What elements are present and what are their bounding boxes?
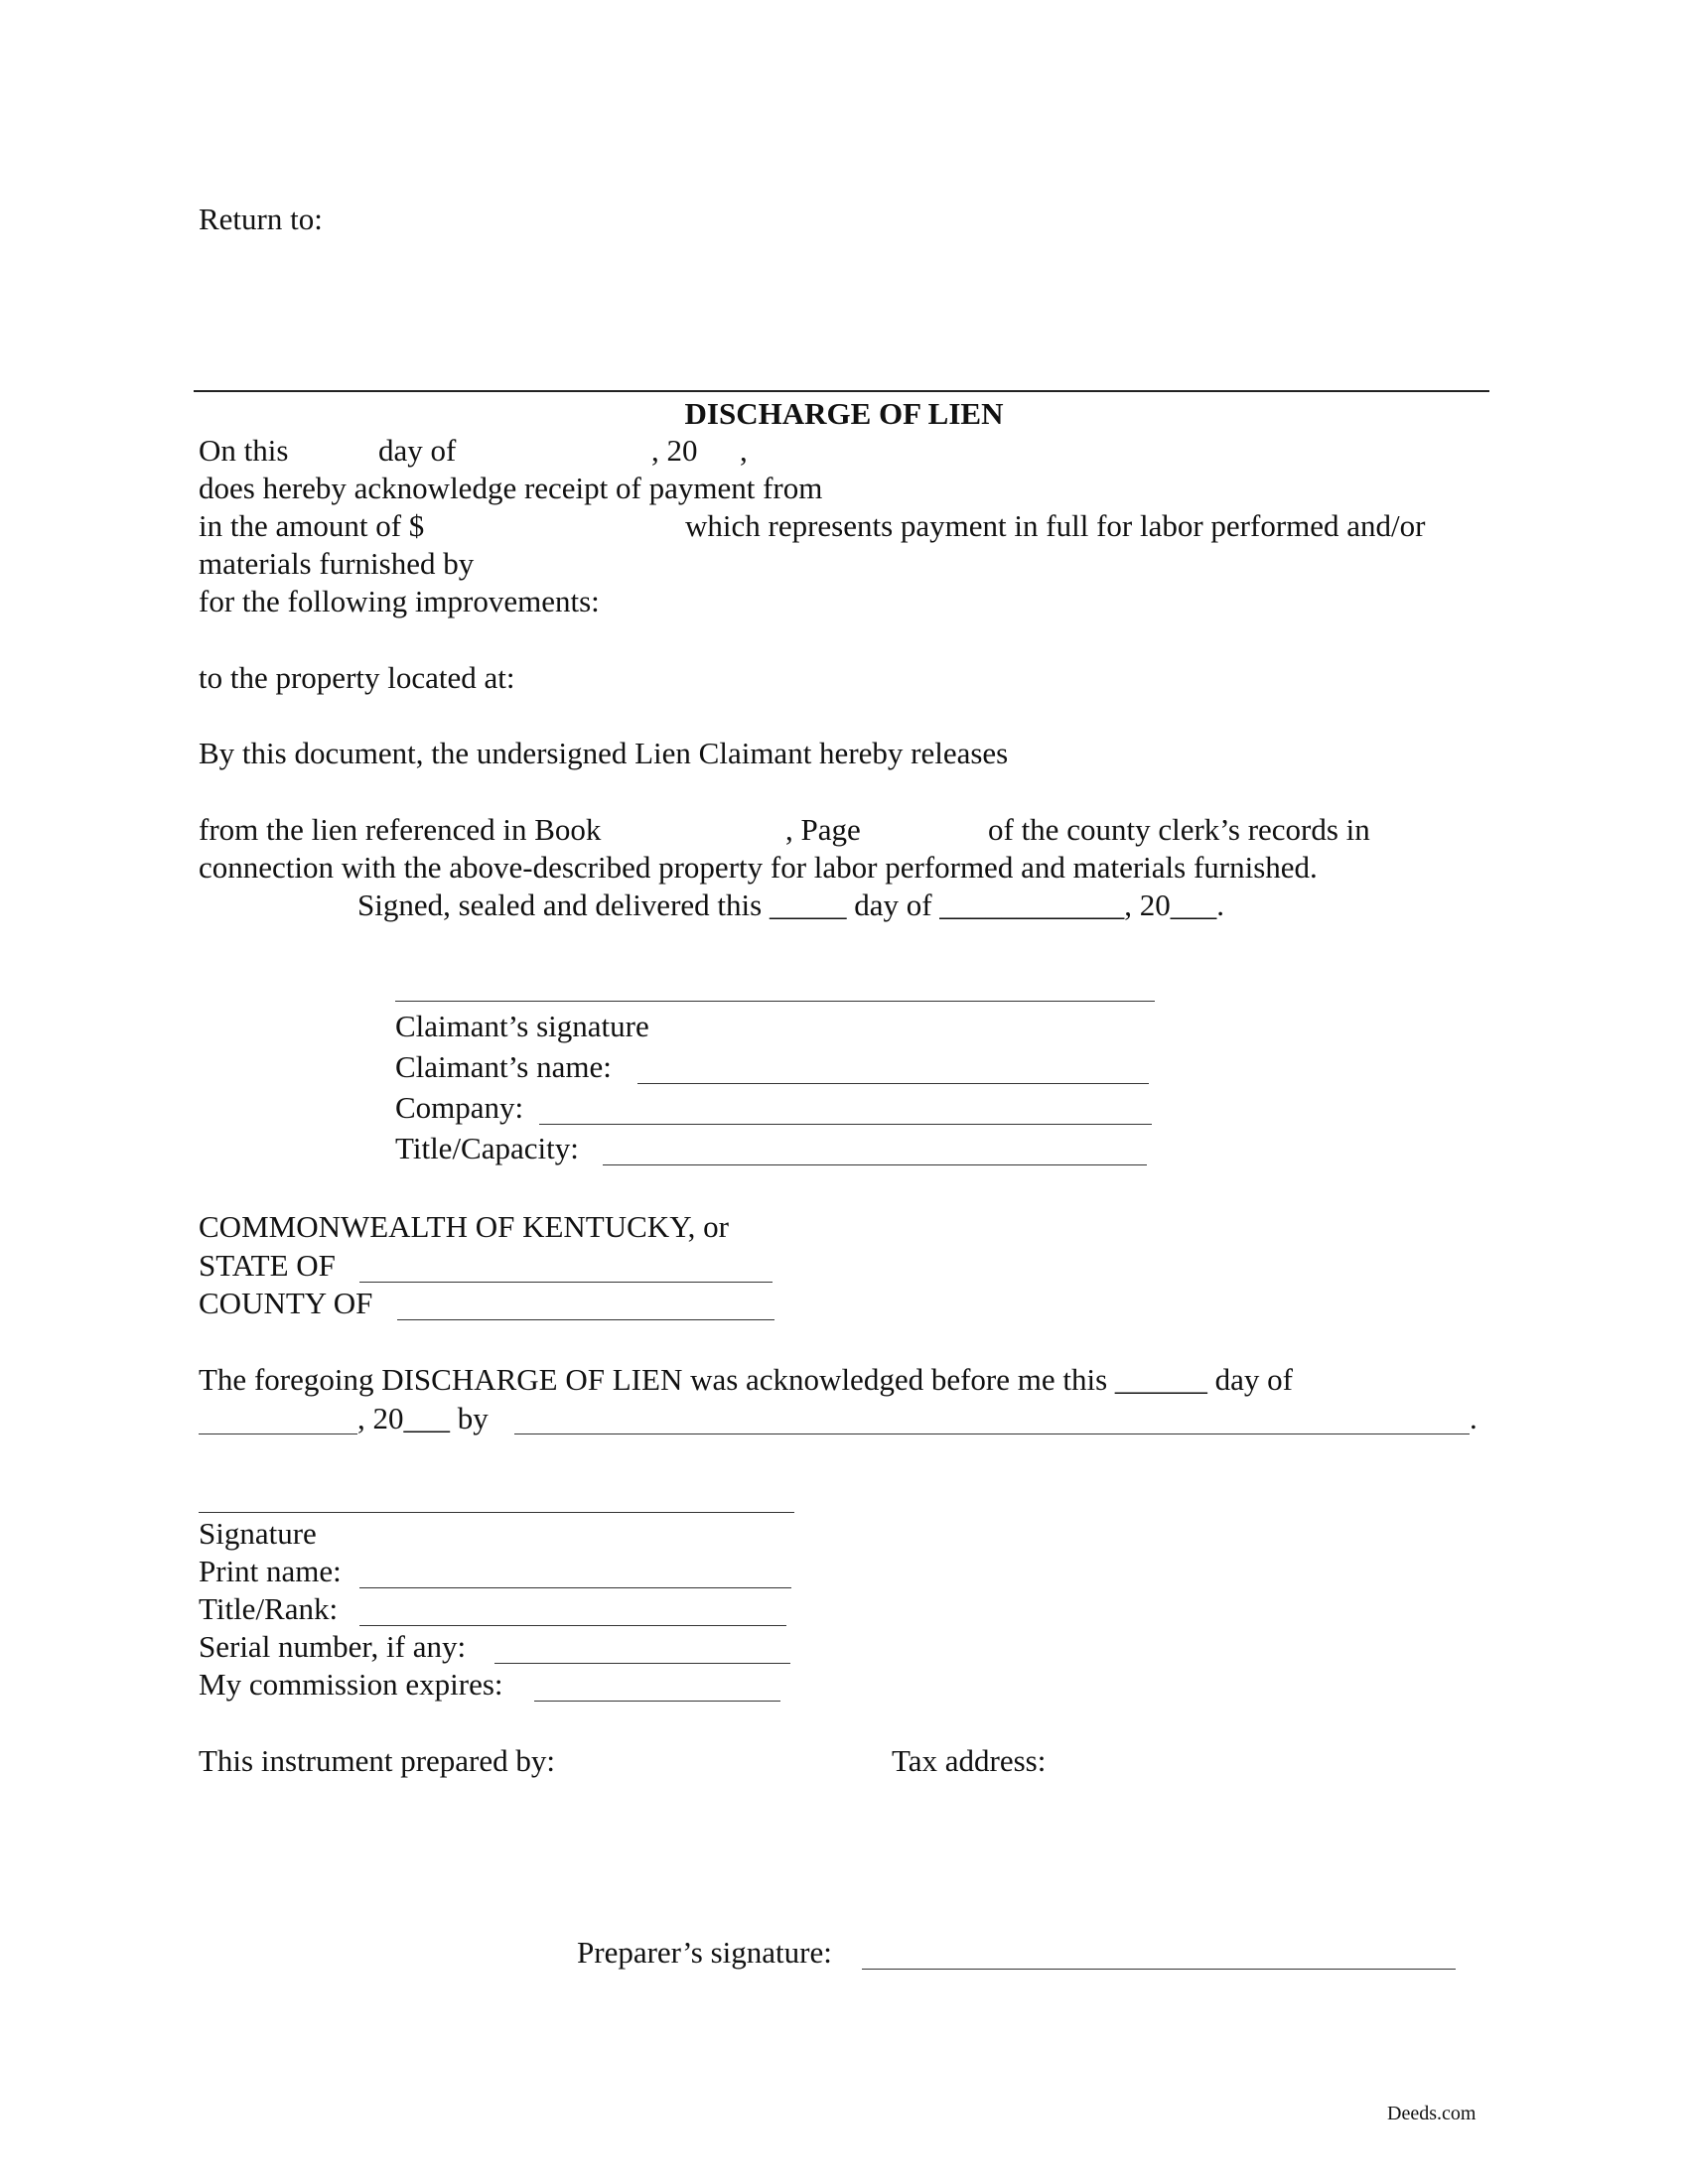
notary-print-name-line: [359, 1587, 791, 1588]
body-records: of the county clerk’s records in: [988, 812, 1370, 847]
body-comma: ,: [740, 433, 748, 468]
body-day-of: day of: [378, 433, 457, 468]
header-rule: [194, 390, 1489, 392]
body-represents: which represents payment in full for labor performed and/or: [685, 508, 1426, 543]
body-releases: By this document, the undersigned Lien Claimant hereby releases: [199, 736, 1009, 770]
claimant-signature-label: Claimant’s signature: [395, 1009, 649, 1043]
venue-county-label: COUNTY OF: [199, 1286, 373, 1320]
claimant-signature-line: [395, 1001, 1155, 1002]
body-on-this: On this: [199, 433, 289, 468]
claimant-title-label: Title/Capacity:: [395, 1131, 579, 1165]
body-lien-book: from the lien referenced in Book: [199, 812, 602, 847]
notary-commission-line: [534, 1701, 780, 1702]
body-signed-sealed: Signed, sealed and delivered this _____ day of ____________, 20___.: [357, 887, 1225, 922]
deeds-brand: Deeds.com: [1387, 2103, 1477, 2124]
body-page: , Page: [785, 812, 861, 847]
acknowledgment-text: The foregoing DISCHARGE OF LIEN was acknowledged before me this ______ day of: [199, 1362, 1293, 1397]
claimant-company-label: Company:: [395, 1090, 524, 1125]
venue-county-line: [397, 1319, 774, 1320]
notary-signature-label: Signature: [199, 1516, 317, 1551]
notary-serial-label: Serial number, if any:: [199, 1629, 467, 1664]
venue-state-label: STATE OF: [199, 1248, 336, 1283]
venue-commonwealth: COMMONWEALTH OF KENTUCKY, or: [199, 1209, 729, 1244]
body-improvements: for the following improvements:: [199, 584, 600, 618]
notary-commission-label: My commission expires:: [199, 1667, 503, 1702]
acknowledgment-by-line: [514, 1433, 1470, 1434]
notary-title-rank-label: Title/Rank:: [199, 1591, 339, 1626]
return-to-label: Return to:: [199, 202, 323, 236]
notary-signature-line: [199, 1512, 794, 1513]
body-materials-furnished: materials furnished by: [199, 546, 475, 581]
notary-serial-line: [494, 1663, 790, 1664]
notary-title-rank-line: [359, 1625, 786, 1626]
body-amount: in the amount of $: [199, 508, 425, 543]
body-connection: connection with the above-described property for labor performed and materials furnished.: [199, 850, 1318, 885]
preparer-signature-line: [862, 1969, 1456, 1970]
claimant-company-line: [539, 1124, 1152, 1125]
claimant-name-label: Claimant’s name:: [395, 1049, 612, 1084]
acknowledgment-year-by: , 20___ by: [357, 1401, 489, 1435]
prepared-by-label: This instrument prepared by:: [199, 1743, 555, 1778]
document-title: DISCHARGE OF LIEN: [684, 396, 1004, 431]
tax-address-label: Tax address:: [892, 1743, 1047, 1778]
body-payment-from: does hereby acknowledge receipt of payment from: [199, 471, 823, 505]
claimant-name-line: [637, 1083, 1149, 1084]
claimant-title-line: [603, 1164, 1147, 1165]
acknowledgment-end: .: [1470, 1401, 1477, 1435]
body-year: , 20: [651, 433, 698, 468]
notary-print-name-label: Print name:: [199, 1554, 342, 1588]
acknowledgment-month-line: [199, 1433, 357, 1434]
preparer-signature-label: Preparer’s signature:: [577, 1935, 832, 1970]
venue-state-line: [359, 1282, 773, 1283]
body-property-located: to the property located at:: [199, 660, 515, 695]
